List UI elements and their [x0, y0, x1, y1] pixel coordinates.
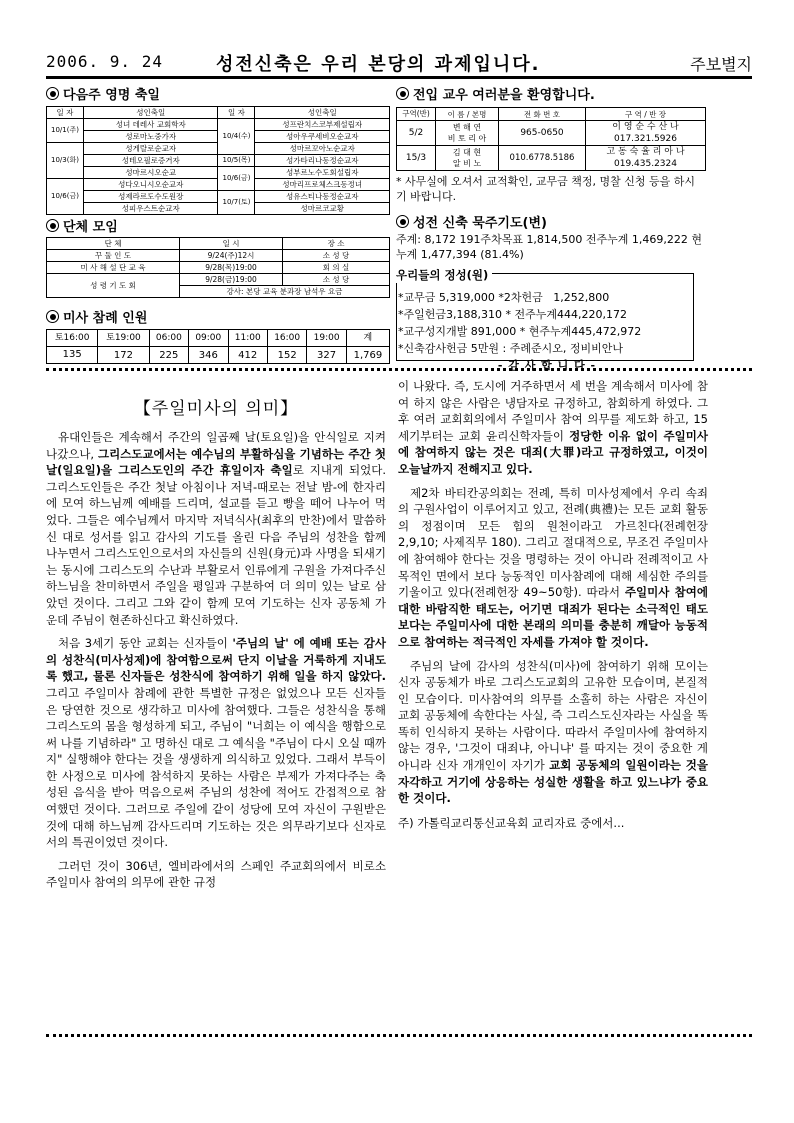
article-right-column	[398, 378, 708, 838]
article-paragraph: 제2차 바티칸공의회는 전례, 특히 미사성제에서 우리 속죄의 구원사업이 이루어지고 있고, 전례(典禮)는 모든 교회 활동의 정점이며 모든 힘의 원천이라고 가르친다(전례헌장 2,9,10; 사제직무 180). 그리고 절대적으로, 무조건 주일미사에 참여해야 한다는 것을 명령하는 것이 아니라 전례적이고 사목적인 면에서 보다 능동적인 미사참례에 대해 세심한 주의를 기울이고 있다(전례헌장 49~50항). 따라서 주일미사 참여에 대한 바람직한 태도는, 어기면 대죄가 된다는 소극적인 태도보다는 주일미사에 대한 본래의 의미를 충분히 깨달아 능동적으로 참여하는 적극적인 자세를 가져야 할 것이다.	[398, 485, 708, 649]
group-section	[46, 216, 390, 298]
welcome-title: 전입 교우 여러분을 환영합니다.	[396, 84, 706, 103]
article-paragraph: 이 나왔다. 즉, 도시에 거주하면서 세 번을 계속해서 미사에 참여 하지 않은 사람은 냉담자로 규정하고, 참회하게 하였다. 그 후 여러 교회회의에서 주일미사 참여 의무를 제도화 하고, 15세기부터는 교회 윤리신학자들이 정당한 이유 없이 주일미사에 참여하지 않는 것은 대죄(大罪)라고 규정하였고, 이것이 오늘날까지 전해지고 있다.	[398, 379, 708, 476]
bullet-icon	[46, 219, 59, 232]
welcome-section	[396, 84, 706, 204]
feast-title: 다음주 영명 축일	[46, 84, 390, 103]
article-source: 주) 가톨릭교리통신교육회 교리자료 중에서...	[398, 815, 625, 830]
article-paragraph: 주님의 날에 감사의 성찬식(미사)에 참여하기 위해 모이는 신자 공동체가 바로 그리스도교회의 고유한 모습이며, 본질적인 모습이다. 미사참여의 의무를 소홀히 하는 사람은 자신이 교회 공동체에 속한다는 사실, 즉 그리스도신자라는 사실을 똑똑히 인식하지 못하는 사람이다. 따라서 주일미사에 참여하지 않는 경우, '그것이 대죄냐, 아니냐' 를 따지는 것이 중요한 게 아니라 신자 개개인이 자기가 교회 공동체의 일원이라는 것을 자각하고 거기에 상응하는 성실한 생활을 하고 있느냐가 중요한 것이다.	[398, 658, 708, 806]
header-label: 주보별지	[690, 55, 752, 74]
offering-row: *교무금 5,319,000 *2차헌금 1,252,800	[398, 291, 610, 304]
table-row: 15/3 김 대 현 알 비 노 010.6778.5186 고 동 숙 율 리 아 나 019.435.2324	[397, 146, 706, 171]
bullet-icon	[396, 215, 409, 228]
attendance-title: 미사 참례 인원	[46, 307, 390, 326]
feast-table: 일 자 성인축일 일 자 성인축일 10/1(주) 성녀 데레사 교회학자 10/4(수) 성프란치스코부제설립자 성로마노중가자 성아우쿠세비오순교자 10/3(화) 성게랄로순교자 성마르꼬아노순교자 성테오필로증거자 10/5(목) 성가타리나동정순교자 성마르시오순교 10/6(금) 성부르노수도회설립자 10/6(금) 성다오니시오순교자 성마리프로체스크동정녀 성제라르도수도원장 10/7(토) 성유스티나동정순교자 성피우스트순교자 성마르코교황	[46, 106, 390, 215]
welcome-note: * 사무실에 오셔서 교적확인, 교무금 책정, 명찰 신청 등을 하시기 바랍니다.	[396, 175, 695, 203]
divider	[46, 1034, 752, 1037]
attendance-table: 토16:00 토19:00 06:00 09:00 11:00 16:00 19:00 계 135 172 225 346 412 152 327 1,769	[46, 329, 390, 364]
welcome-table: 구역(반) 이 름 / 본명 전 화 번 호 구 역 / 반 장 5/2 변 해 연 비 토 리 아 965-0650 이 영 순 수 산 나 017.321.5926 15/3 김 대 현 알 비 노 010.6778.5186 고 동 숙 율 리 아 나 019.435.2324	[396, 107, 706, 171]
offering-section	[396, 264, 696, 372]
feast-section	[46, 84, 390, 215]
offering-title: 우리들의 정성(원)	[396, 267, 492, 283]
header-title: 성전신축은 우리 본당의 과제입니다.	[216, 54, 541, 75]
page-header	[46, 48, 752, 79]
table-row: 5/2 변 해 연 비 토 리 아 965-0650 이 영 순 수 산 나 017.321.5926	[397, 121, 706, 146]
article-title: 【주일미사의 의미】	[133, 399, 299, 419]
group-title: 단체 모임	[46, 216, 390, 235]
article-paragraph: 그러던 것이 306년, 엘비라에서의 스페인 주교회의에서 비로소 주일미사 참여의 의무에 관한 규정	[46, 858, 386, 890]
article-paragraph: 처음 3세기 동안 교회는 신자들이 '주님의 날' 에 예배 또는 감사의 성찬식(미사성제)에 참여함으로써 단지 이날을 거룩하게 지내도록 했고, 물론 신자들은 성찬식에 참여하기 위해 일을 하지 않았다. 그리고 주일미사 참례에 관한 특별한 규정은 없었으나 모든 신자들은 당연한 것으로 생각하고 미사에 참여했다. 그들은 성찬식을 통해 그리스도의 몸을 형성하게 되고, 주님이 "너희는 이 예식을 행함으로써 나를 기념하라" 고 명하신 대로 그 예식을 "주님이 다시 오실 때까지" 실행해야 한다는 것을 생생하게 의식하고 있었다. 그래서 부득이한 사정으로 미사에 참석하지 못하는 사람은 부제가 가져다주는 축성된 음식을 받아 먹음으로써 주님의 성찬에 적어도 간접적으로 참여했던 것이다. 그러므로 주일에 같이 성당에 모여 자신이 구원받은 것에 대해 하느님께 감사드리며 기도하는 것은 의무라기보다 신자로서의 특권이었던 것이다.	[46, 636, 386, 850]
bullet-icon	[46, 87, 59, 100]
prayer-title: 성전 신축 묵주기도(변)	[396, 212, 706, 231]
article-paragraph: 유대인들은 계속해서 주간의 일곱째 날(토요일)을 안식일로 지켜나갔으나, 그리스도교에서는 예수님의 부활하심을 기념하는 주간 첫날(일요일)을 그리스도인의 주간 휴일이자 축일로 지내게 되었다. 그리스도인들은 주간 첫날 아침이나 저녁-때로는 전날 밤-에 한자리에 모여 하느님께 예배를 드리며, 설교를 듣고 빵을 떼어 나누어 먹었다. 그들은 예수님께서 마지막 저녁식사(최후의 만찬)에서 말씀하신 대로 성서를 읽고 감사의 기도를 올린 다음 주님의 성찬을 함께 나누면서 그리스도인으로서의 자신들의 신원(身元)과 사명을 되새기는 동시에 그리스도의 수난과 부활로서 인류에게 구원을 가져다주신 하느님을 찬미하면서 주일을 평일과 구분하여 더 의미 있는 날로 삼았던 것이다. 그리고 그와 같이 함께 모여 기도하는 신자 공동체 가운데 주님이 현존하신다고 확신하였다.	[46, 430, 386, 627]
bullet-icon	[396, 87, 409, 100]
prayer-section	[396, 212, 706, 262]
offering-thanks: - 감 사 합 니 다 -	[497, 359, 597, 372]
article-left-column	[46, 394, 386, 898]
offering-row: *교구성지개발 891,000 * 현주누계445,472,972	[398, 325, 642, 338]
bullet-icon	[46, 310, 59, 323]
offering-row: *주일헌금3,188,310 * 전주누계444,220,172	[398, 308, 627, 321]
issue-date: 2006. 9. 24	[46, 52, 163, 71]
attendance-section	[46, 307, 390, 364]
group-table: 단 체 일 시 장 소 꾸 둘 인 도 9/24(주)12시 소 성 당 미 사 해 설 단 교 육 9/28(목)19:00 회 의 실 성 령 기 도 회 9/28(금)19:00 소 성 당 강사: 본당 교육 분과장 남석우 요금	[46, 237, 390, 298]
offering-row: *신축감사헌금 5만원 : 주례준시오, 정비비안나	[398, 342, 623, 355]
prayer-text: 주계: 8,172 191주차목표 1,814,500 전주누계 1,469,222 현누계 1,477,394 (81.4%)	[396, 233, 703, 261]
divider	[46, 368, 752, 371]
